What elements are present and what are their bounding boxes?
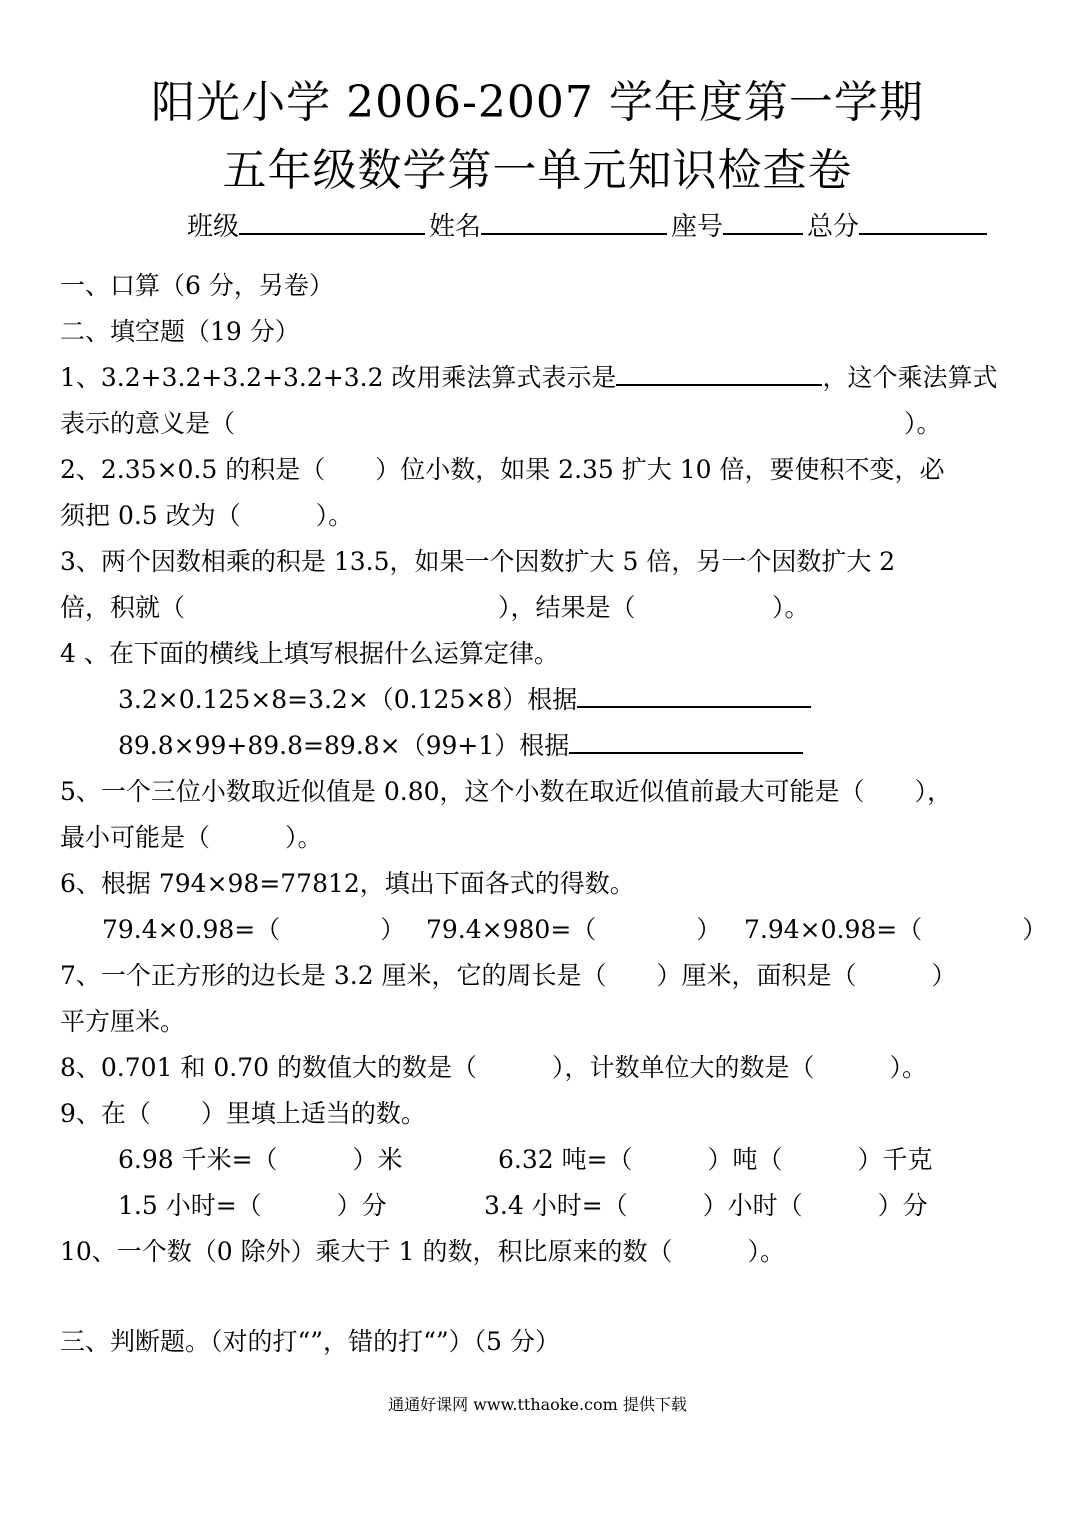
question-9d: 3.4 小时=（ ）小时（ ）分 bbox=[484, 1191, 928, 1220]
exam-title-line1: 阳光小学 2006-2007 学年度第一学期 bbox=[151, 77, 924, 128]
question-3-line1: 3、两个因数相乘的积是 13.5，如果一个因数扩大 5 倍，另一个因数扩大 2 bbox=[60, 547, 896, 576]
question-4a: 3.2×0.125×8=3.2×（0.125×8）根据 bbox=[118, 680, 811, 716]
score-label: 总分 bbox=[807, 212, 860, 242]
question-3-line2c: ）。 bbox=[772, 593, 810, 622]
question-6-heading: 6、根据 794×98=77812，填出下面各式的得数。 bbox=[60, 869, 635, 898]
q4b-answer-blank[interactable] bbox=[569, 726, 803, 754]
question-6a: 79.4×0.98=（ ） bbox=[102, 915, 406, 944]
question-1-line2: 表示的意义是（ bbox=[60, 409, 236, 438]
question-9a: 6.98 千米=（ ）米 bbox=[118, 1145, 403, 1174]
section-1-heading: 一、口算（6 分，另卷） bbox=[60, 271, 334, 300]
question-4-heading: 4 、在下面的横线上填写根据什么运算定律。 bbox=[60, 639, 559, 668]
score-blank[interactable] bbox=[859, 207, 987, 235]
question-9b: 6.32 吨=（ ）吨（ ）千克 bbox=[498, 1145, 933, 1174]
question-9c: 1.5 小时=（ ）分 bbox=[118, 1191, 387, 1220]
section-3-heading: 三、判断题。（对的打“”，错的打“”）（5 分） bbox=[60, 1327, 560, 1356]
name-label: 姓名 bbox=[429, 212, 482, 242]
class-blank[interactable] bbox=[239, 207, 425, 235]
name-blank[interactable] bbox=[481, 207, 667, 235]
q1-answer-blank[interactable] bbox=[616, 358, 822, 386]
question-2-line1: 2、2.35×0.5 的积是（ ）位小数，如果 2.35 扩大 10 倍，要使积不变，必 bbox=[60, 455, 945, 484]
seat-label: 座号 bbox=[671, 212, 724, 242]
question-7-line2: 平方厘米。 bbox=[60, 1007, 186, 1036]
question-3-line2a: 倍，积就（ bbox=[60, 593, 186, 622]
question-2-line2: 须把 0.5 改为（ ）。 bbox=[60, 501, 354, 530]
question-9-heading: 9、在（ ）里填上适当的数。 bbox=[60, 1099, 426, 1128]
question-5-line1: 5、一个三位小数取近似值是 0.80，这个小数在取近似值前最大可能是（ ）， bbox=[60, 777, 953, 806]
q4a-answer-blank[interactable] bbox=[577, 680, 811, 708]
student-info-row bbox=[187, 206, 987, 243]
section-2-heading: 二、填空题（19 分） bbox=[60, 317, 300, 346]
seat-blank[interactable] bbox=[723, 207, 803, 235]
question-4b: 89.8×99+89.8=89.8×（99+1）根据 bbox=[118, 726, 803, 762]
question-1-line1: 1、3.2+3.2+3.2+3.2+3.2 改用乘法算式表示是 ，这个乘法算式 bbox=[60, 358, 997, 394]
question-3-line2b: ），结果是（ bbox=[498, 593, 636, 622]
footer-credit: 通通好课网 www.tthaoke.com 提供下载 bbox=[388, 1395, 687, 1414]
question-6b: 79.4×980=（ ） bbox=[426, 915, 722, 944]
question-8: 8、0.701 和 0.70 的数值大的数是（ ），计数单位大的数是（ ）。 bbox=[60, 1053, 927, 1082]
exam-title-line2: 五年级数学第一单元知识检查卷 bbox=[222, 145, 853, 196]
question-6c: 7.94×0.98=（ ） bbox=[744, 915, 1048, 944]
question-7-line1: 7、一个正方形的边长是 3.2 厘米，它的周长是（ ）厘米，面积是（ ） bbox=[60, 961, 957, 990]
question-5-line2: 最小可能是（ ）。 bbox=[60, 823, 323, 852]
class-label: 班级 bbox=[187, 212, 240, 242]
question-1-line2-close: ）。 bbox=[904, 409, 942, 438]
question-10: 10、一个数（0 除外）乘大于 1 的数，积比原来的数（ ）。 bbox=[60, 1237, 785, 1266]
